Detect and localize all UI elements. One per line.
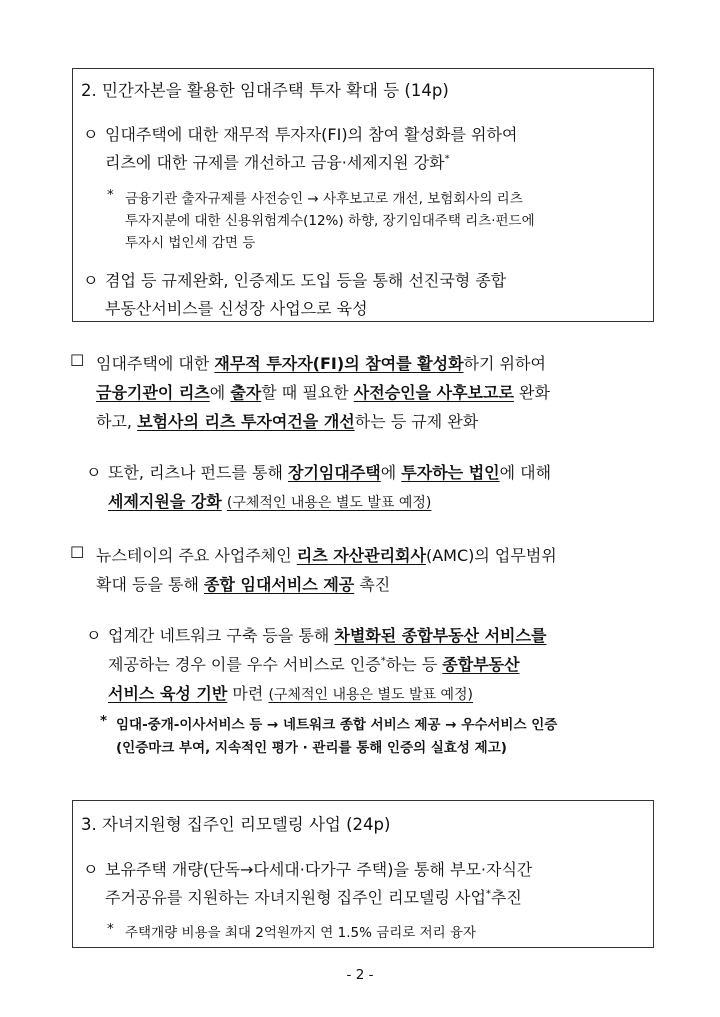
- bullet-mark: ㅇ: [83, 860, 99, 879]
- section-mark: ☐: [70, 543, 85, 562]
- bullet-text: 보유주택 개량(단독→다세대·다가구 주택)을 통해 부모·자식간: [105, 860, 533, 879]
- section-text: 하고, 보험사의 리츠 투자여건을 개선하는 등 규제 완화: [96, 412, 479, 431]
- section-text: 임대주택에 대한 재무적 투자자(FI)의 참여를 활성화하기 위하여: [96, 354, 546, 373]
- note-mark: *: [107, 921, 114, 937]
- bullet-mark: ㅇ: [83, 271, 99, 290]
- summary-box-3: [72, 800, 654, 948]
- note-text: 투자시 법인세 감면 등: [125, 235, 256, 251]
- page-number: - 2 -: [346, 967, 374, 983]
- section-text: 뉴스테이의 주요 사업주체인 리츠 자산관리회사(AMC)의 업무범위: [96, 546, 557, 565]
- summary-box-2: [72, 68, 654, 322]
- bullet-text: 주거공유를 지원하는 자녀지원형 집주인 리모델링 사업*추진: [105, 888, 522, 907]
- box-title: 2. 민간자본을 활용한 임대주택 투자 확대 등 (14p): [81, 81, 449, 100]
- bullet-text: 제공하는 경우 이를 우수 서비스로 인증*하는 등 종합부동산: [108, 655, 520, 674]
- section-mark: ☐: [70, 351, 85, 370]
- section-text: 확대 등을 통해 종합 임대서비스 제공 촉진: [96, 575, 391, 594]
- bullet-text: 임대주택에 대한 재무적 투자자(FI)의 참여 활성화를 위하여: [105, 125, 518, 144]
- bullet-text: 세제지원을 강화 (구체적인 내용은 별도 발표 예정): [108, 492, 432, 511]
- bullet-text: 리츠에 대한 규제를 개선하고 금융·세제지원 강화*: [105, 153, 450, 172]
- note-text: 주택개량 비용을 최대 2억원까지 연 1.5% 금리로 저리 융자: [125, 925, 477, 941]
- note-text: (인증마크 부여, 지속적인 평가 · 관리를 통해 인증의 실효성 제고): [116, 740, 507, 756]
- note-text: 투자지분에 대한 신용위험계수(12%) 하향, 장기임대주택 리츠·펀드에: [125, 213, 535, 229]
- bullet-text: 서비스 육성 기반 마련 (구체적인 내용은 별도 발표 예정): [108, 684, 473, 703]
- bullet-text: 업계간 네트워크 구축 등을 통해 차별화된 종합부동산 서비스를: [108, 626, 547, 645]
- bullet-text: 겸업 등 규제완화, 인증제도 도입 등을 통해 선진국형 종합: [105, 271, 507, 290]
- section-text: 금융기관이 리츠에 출자할 때 필요한 사전승인을 사후보고로 완화: [96, 383, 550, 402]
- bullet-text: 또한, 리츠나 펀드를 통해 장기임대주택에 투자하는 법인에 대해: [108, 463, 552, 482]
- note-mark: *: [107, 187, 114, 203]
- bullet-text: 부동산서비스를 신성장 사업으로 육성: [105, 299, 368, 318]
- bullet-mark: ㅇ: [83, 125, 99, 144]
- box-title: 3. 자녀지원형 집주인 리모델링 사업 (24p): [81, 815, 391, 834]
- note-text: 금융기관 출자규제를 사전승인 → 사후보고로 개선, 보험회사의 리츠: [125, 191, 523, 207]
- bullet-mark: ㅇ: [86, 626, 102, 645]
- note-text: 임대-중개-이사서비스 등 → 네트워크 종합 서비스 제공 → 우수서비스 인증: [116, 717, 558, 733]
- note-mark: *: [100, 713, 108, 729]
- bullet-mark: ㅇ: [86, 463, 102, 482]
